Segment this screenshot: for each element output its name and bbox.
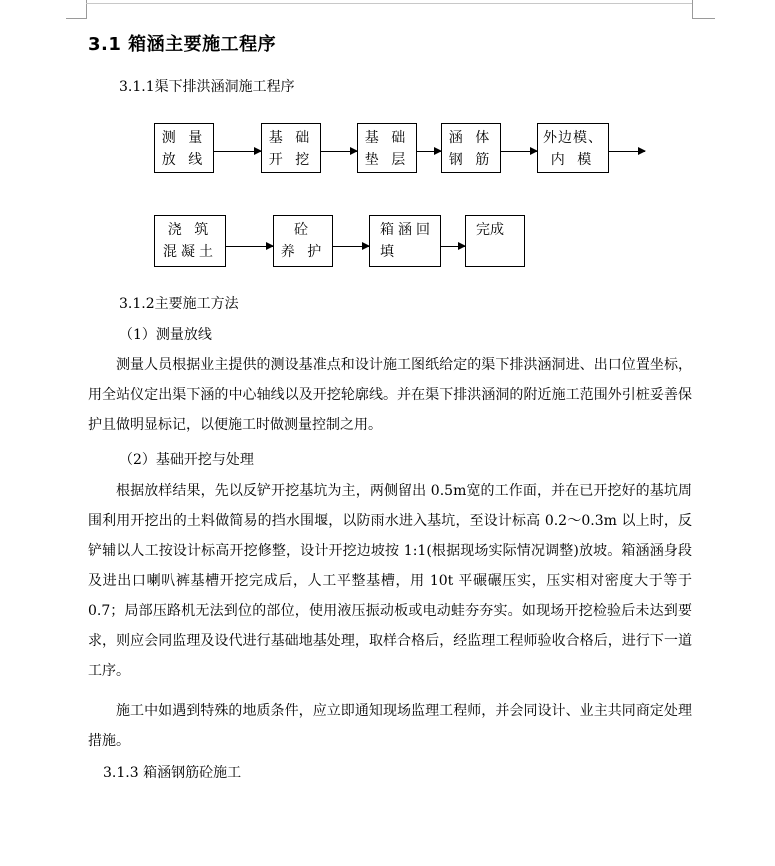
flow-box-pour-concrete: 浇 筑 混凝土	[154, 215, 226, 267]
flow-box-curing: 砼 养 护	[273, 215, 333, 267]
flow-box-cushion: 基 础 垫 层	[357, 123, 417, 173]
section-title: 3.1 箱涵主要施工程序	[88, 34, 277, 55]
subsection-3-1-2: 3.1.2主要施工方法	[119, 296, 239, 312]
flow-arrow	[441, 246, 465, 247]
flow-box-backfill: 箱涵回 填	[369, 215, 441, 267]
subsection-3-1-3: 3.1.3 箱涵钢筋砼施工	[103, 765, 242, 781]
flow-arrow	[214, 151, 261, 152]
paragraph-excavation: 根据放样结果，先以反铲开挖基坑为主，两侧留出 0.5m宽的工作面，并在已开挖好的基坑周围利用开挖出的土料做简易的挡水围堰，以防雨水进入基坑，至设计标高 0.2～0.3m 以上时，反铲辅以人工按设计标高开挖修整，设计开挖边坡按 1:1(根据现场实际情况调整)放坡。箱涵涵身段及进出口喇叭裤基槽开挖完成后，人工平整基槽，用 10t 平碾碾压实，压实相对密度大于等于 0.7；局部压路机无法到位的部位，使用液压振动板或电动蛙夯夯实。如现场开挖检验后未达到要求，则应会同监理及设代进行基础地基处理，取样合格后，经监理工程师验收合格后，进行下一道工序。	[88, 483, 692, 679]
flow-box-formwork: 外边模、 内 模	[537, 123, 609, 173]
corner-mark-left	[66, 0, 87, 19]
item-heading-survey: （1）测量放线	[119, 327, 212, 343]
paragraph-survey: 测量人员根据业主提供的测设基准点和设计施工图纸给定的渠下排洪涵洞进、出口位置坐标，用全站仪定出渠下涵的中心轴线以及开挖轮廓线。并在渠下排洪涵洞的附近施工范围外引桩妥善保护且做明显标记，以便施工时做测量控制之用。	[88, 357, 692, 433]
flow-arrow	[321, 151, 357, 152]
flow-box-survey: 测 量 放 线	[154, 123, 214, 173]
flow-box-complete: 完成	[465, 215, 525, 267]
subsection-3-1-1: 3.1.1渠下排洪涵洞施工程序	[119, 79, 295, 95]
flow-arrow	[333, 246, 369, 247]
flow-box-excavation: 基 础 开 挖	[261, 123, 321, 173]
flow-arrow	[501, 151, 537, 152]
page-top-edge	[86, 0, 692, 4]
item-heading-excavation: （2）基础开挖与处理	[119, 452, 254, 468]
flow-arrow	[417, 151, 441, 152]
flow-box-rebar: 涵 体 钢 筋	[441, 123, 501, 173]
corner-mark-right	[692, 0, 715, 19]
flow-arrow-continue	[609, 151, 645, 152]
paragraph-special-conditions: 施工中如遇到特殊的地质条件，应立即通知现场监理工程师，并会同设计、业主共同商定处理措施。	[88, 703, 692, 749]
flow-arrow	[226, 246, 273, 247]
